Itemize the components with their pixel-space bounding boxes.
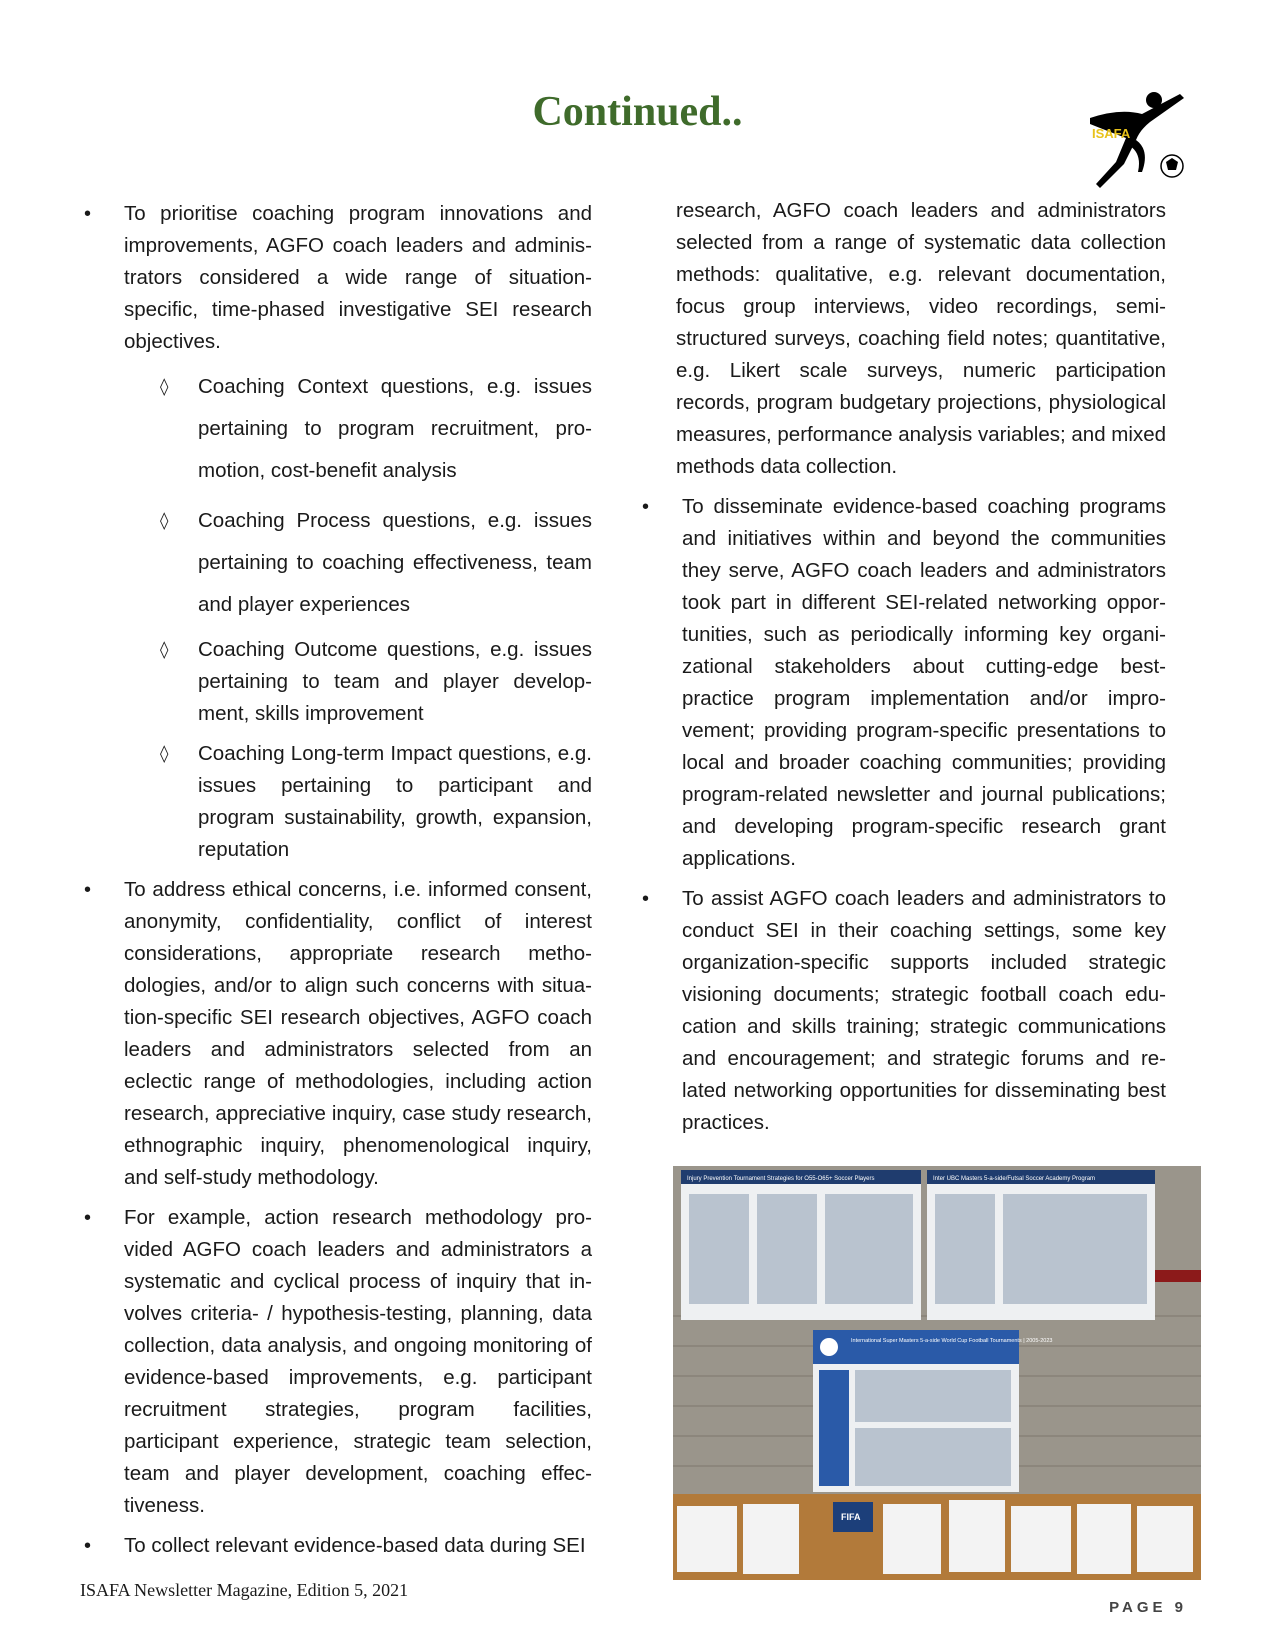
diamond-icon: ◊ bbox=[160, 511, 169, 531]
bullet-research-objectives: • To prioritise coaching program innovations and improvements, AGFO coach leaders and administrators considered a wide range of situation-specific, time-phased investigative SEI research objectives. bbox=[80, 198, 592, 358]
bullet-ethical-concerns: • To address ethical concerns, i.e. informed consent, anonymity, confidentiality, conflict of interest considerations, appropriate research methodologies, and/or to align such concerns with situation-specific SEI research objectives, AGFO coach leaders and administrators selected from an eclectic range of methodologies, including action research, appreciative inquiry, case study research, ethnographic inquiry, phenomenological inquiry, and self-study methodology. bbox=[80, 874, 592, 1194]
bullet-data-collection: • To collect relevant evidence-based data during SEI bbox=[80, 1530, 592, 1562]
svg-text:FIFA: FIFA bbox=[841, 1512, 861, 1522]
footer-edition: ISAFA Newsletter Magazine, Edition 5, 2021 bbox=[80, 1580, 409, 1600]
bullet-supports: • To assist AGFO coach leaders and administrators to conduct SEI in their coaching settings, some key organization-specific supports included strategic visioning documents; strategic football coach education and skills training; strategic communications and encouragement; and strategic forums and related networking opportunities for disseminating best practices. bbox=[638, 883, 1166, 1139]
svg-text:International Super Masters 5-: International Super Masters 5-a-side World Cup Football Tournaments | 2005-2023 bbox=[851, 1338, 1053, 1344]
diamond-icon: ◊ bbox=[160, 377, 169, 397]
poster-display-photo bbox=[673, 1166, 1201, 1580]
svg-text:Injury Prevention Tournament S: Injury Prevention Tournament Strategies for O55-O65+ Soccer Players bbox=[687, 1176, 875, 1182]
isafa-logo bbox=[1080, 88, 1192, 188]
sub-item-coaching-impact: ◊ Coaching Long-term Impact questions, e.g. issues pertaining to participant and program sustainability, growth, expansion, reputation bbox=[80, 738, 592, 866]
bullet-action-research: • For example, action research methodology provided AGFO coach leaders and administrators a systematic and cyclical process of inquiry that involves criteria- / hypothesis-testing, planning, data collection, data analysis, and ongoing monitoring of evidence-based improvements, e.g. participant recruitment strategies, program facilities, participant experience, strategic team selection, team and player development, coaching effectiveness. bbox=[80, 1202, 592, 1522]
svg-text:ISAFA: ISAFA bbox=[1092, 126, 1131, 141]
sub-item-coaching-outcome: ◊ Coaching Outcome questions, e.g. issues pertaining to team and player development, skills improvement bbox=[80, 634, 592, 730]
page-number: PAGE 9 bbox=[1109, 1599, 1187, 1616]
bullet-dissemination: • To disseminate evidence-based coaching programs and initiatives within and beyond the communities they serve, AGFO coach leaders and administrators took part in different SEI-related networking opportunities, such as periodically informing key organizational stakeholders about cutting-edge best-practice program implementation and/or improvement; providing program-specific presentations to local and broader coaching communities; providing program-related newsletter and journal publications; and developing program-specific research grant applications. bbox=[638, 491, 1166, 875]
sub-item-coaching-process: ◊ Coaching Process questions, e.g. issues pertaining to coaching effectiveness, team and player experiences bbox=[80, 500, 592, 626]
paragraph-continuation: research, AGFO coach leaders and administrators selected from a range of systematic data collection methods: qualitative, e.g. relevant documentation, focus group interviews, video recordings, semi-structured surveys, coaching field notes; quantitative, e.g. Likert scale surveys, numeric participation records, program budgetary projections, physiological measures, performance analysis variables; and mixed methods data collection. bbox=[676, 199, 1166, 478]
right-column bbox=[638, 195, 1166, 1147]
diamond-icon: ◊ bbox=[160, 744, 169, 764]
sub-item-coaching-context: ◊ Coaching Context questions, e.g. issues pertaining to program recruitment, promotion, cost-benefit analysis bbox=[80, 366, 592, 492]
svg-text:Inter UBC Masters 5-a-side/Fut: Inter UBC Masters 5-a-side/Futsal Soccer Academy Program bbox=[933, 1176, 1096, 1182]
left-column bbox=[80, 198, 592, 1570]
diamond-icon: ◊ bbox=[160, 640, 169, 660]
page-title: Continued.. bbox=[532, 89, 743, 135]
